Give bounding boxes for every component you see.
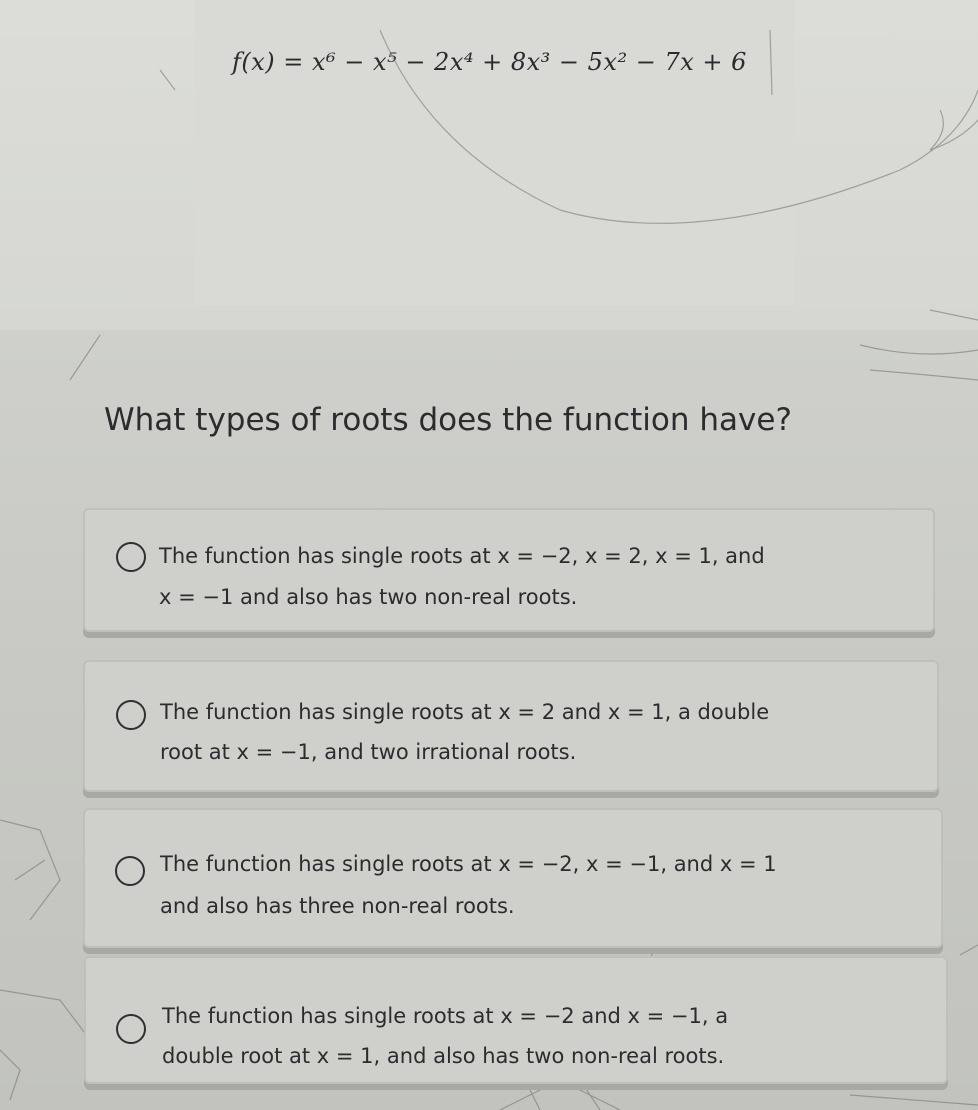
graph-panel [0, 0, 978, 330]
answer-option-3[interactable] [83, 808, 943, 948]
option-3-text-line-1: The function has single roots at x = −2, x = −1, and x = 1 [160, 852, 777, 876]
option-1-text-line-2: x = −1 and also has two non-real roots. [159, 585, 578, 609]
radio-button-option-1[interactable] [116, 542, 146, 572]
option-4-text-line-1: The function has single roots at x = −2 and x = −1, a [162, 1004, 729, 1028]
option-1-text-line-1: The function has single roots at x = −2, x = 2, x = 1, and [159, 544, 765, 568]
function-equation: f(x) = x⁶ − x⁵ − 2x⁴ + 8x³ − 5x² − 7x + 6 [232, 48, 747, 76]
answer-option-2[interactable] [83, 660, 939, 792]
option-3-text-line-2: and also has three non-real roots. [160, 894, 515, 918]
option-2-text-line-2: root at x = −1, and two irrational roots. [160, 740, 577, 764]
radio-button-option-3[interactable] [115, 856, 145, 886]
question-prompt: What types of roots does the function have? [104, 402, 792, 438]
radio-button-option-2[interactable] [116, 700, 146, 730]
option-2-text-line-1: The function has single roots at x = 2 and x = 1, a double [160, 700, 770, 724]
radio-button-option-4[interactable] [116, 1014, 146, 1044]
answer-option-4[interactable] [84, 956, 948, 1084]
option-4-text-line-2: double root at x = 1, and also has two non-real roots. [162, 1044, 725, 1068]
graph-area [195, 0, 795, 305]
answer-option-1[interactable] [83, 508, 935, 632]
